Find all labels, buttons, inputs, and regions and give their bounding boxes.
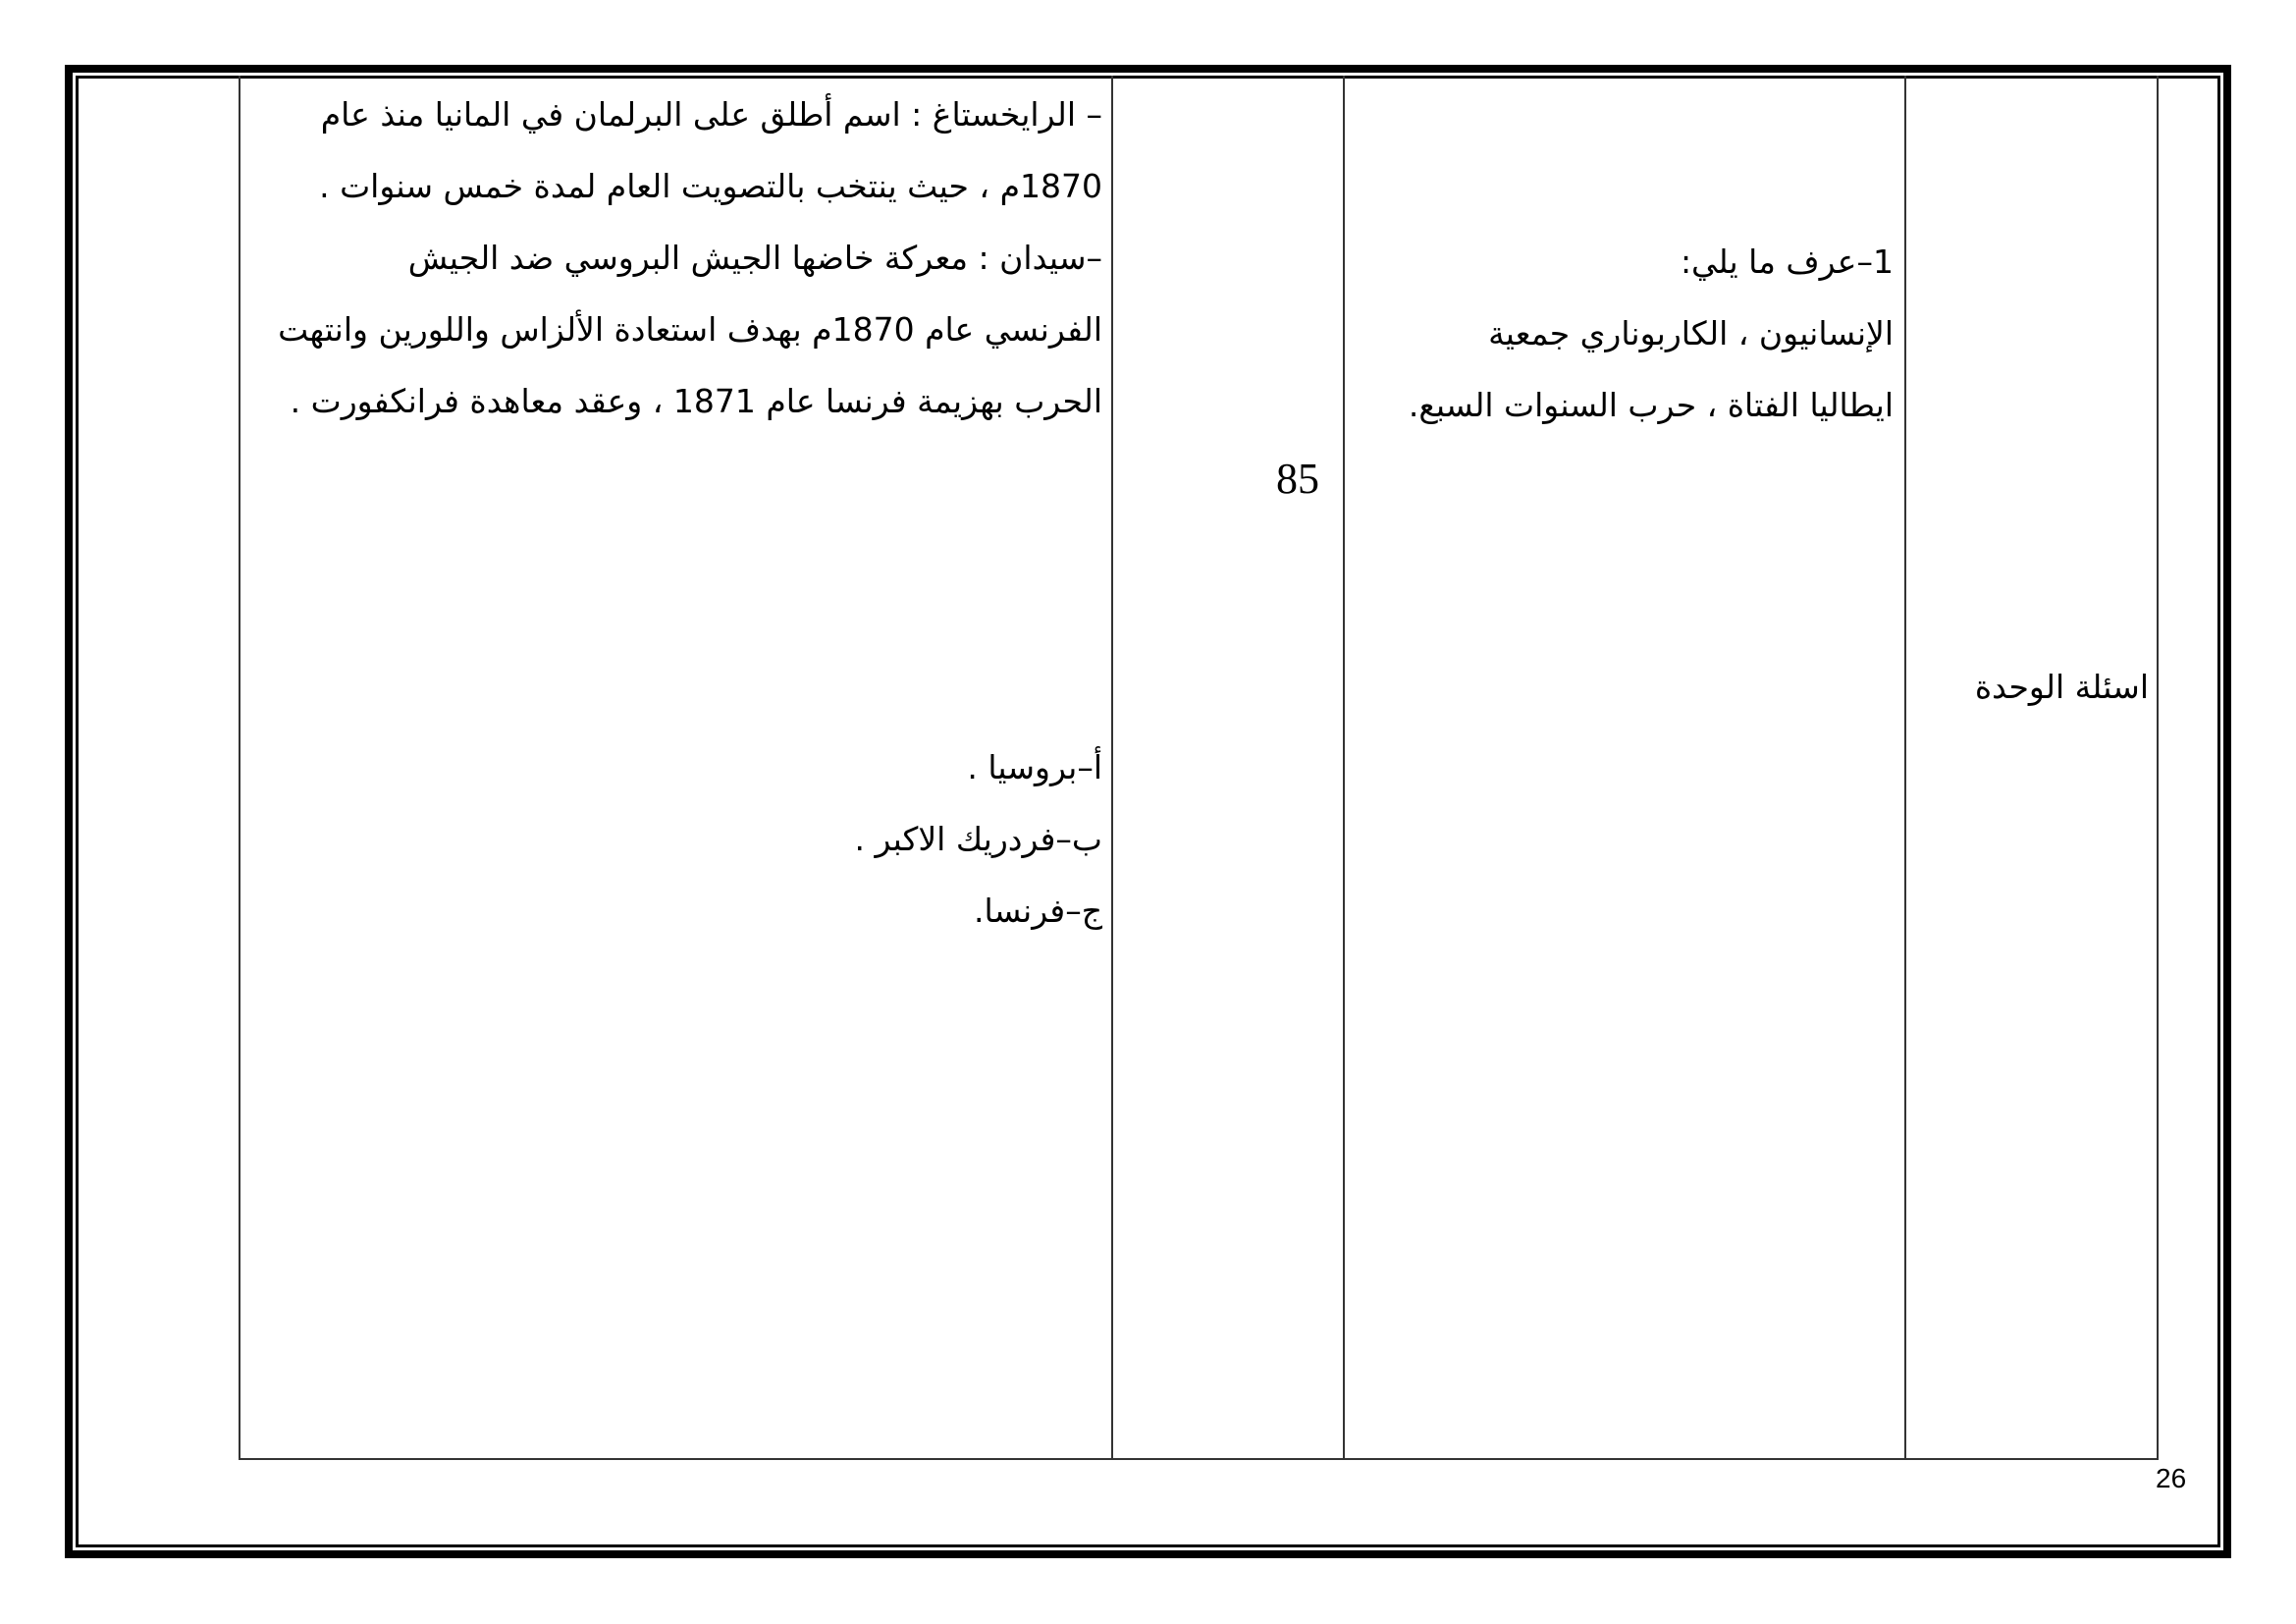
score-value: 85 [1276,455,1319,503]
column-divider-3 [1904,76,1906,1458]
answer-line: – الرايخستاغ : اسم أطلق على البرلمان في المانيا منذ عام [320,95,1102,134]
option-item: ج–فرنسا. [974,892,1102,930]
question-line: الإنسانيون ، الكاربوناري جمعية [1488,314,1894,352]
section-title: اسئلة الوحدة [1974,668,2149,706]
answer-line: 1870م ، حيث ينتخب بالتصويت العام لمدة خمس سنوات . [319,167,1102,205]
answers-cell [258,79,1102,437]
page-number: 26 [2156,1463,2187,1493]
option-item: أ–بروسيا . [967,748,1102,786]
question-line: ايطاليا الفتاة ، حرب السنوات السبع. [1408,386,1894,424]
answer-line: الفرنسي عام 1870م بهدف استعادة الألزاس واللورين وانتهت [278,310,1102,349]
question-line: 1–عرف ما يلي: [1680,243,1894,281]
answer-line: الحرب بهزيمة فرنسا عام 1871 ، وعقد معاهدة فرانكفورت . [290,382,1102,420]
column-divider-1 [1111,76,1113,1458]
answer-options [612,731,1102,947]
questions-cell [1305,226,1894,441]
answer-line: –سيدان : معركة خاضها الجيش البروسي ضد الجيش [407,239,1102,277]
option-item: ب–فردريك الاكبر . [854,820,1102,858]
